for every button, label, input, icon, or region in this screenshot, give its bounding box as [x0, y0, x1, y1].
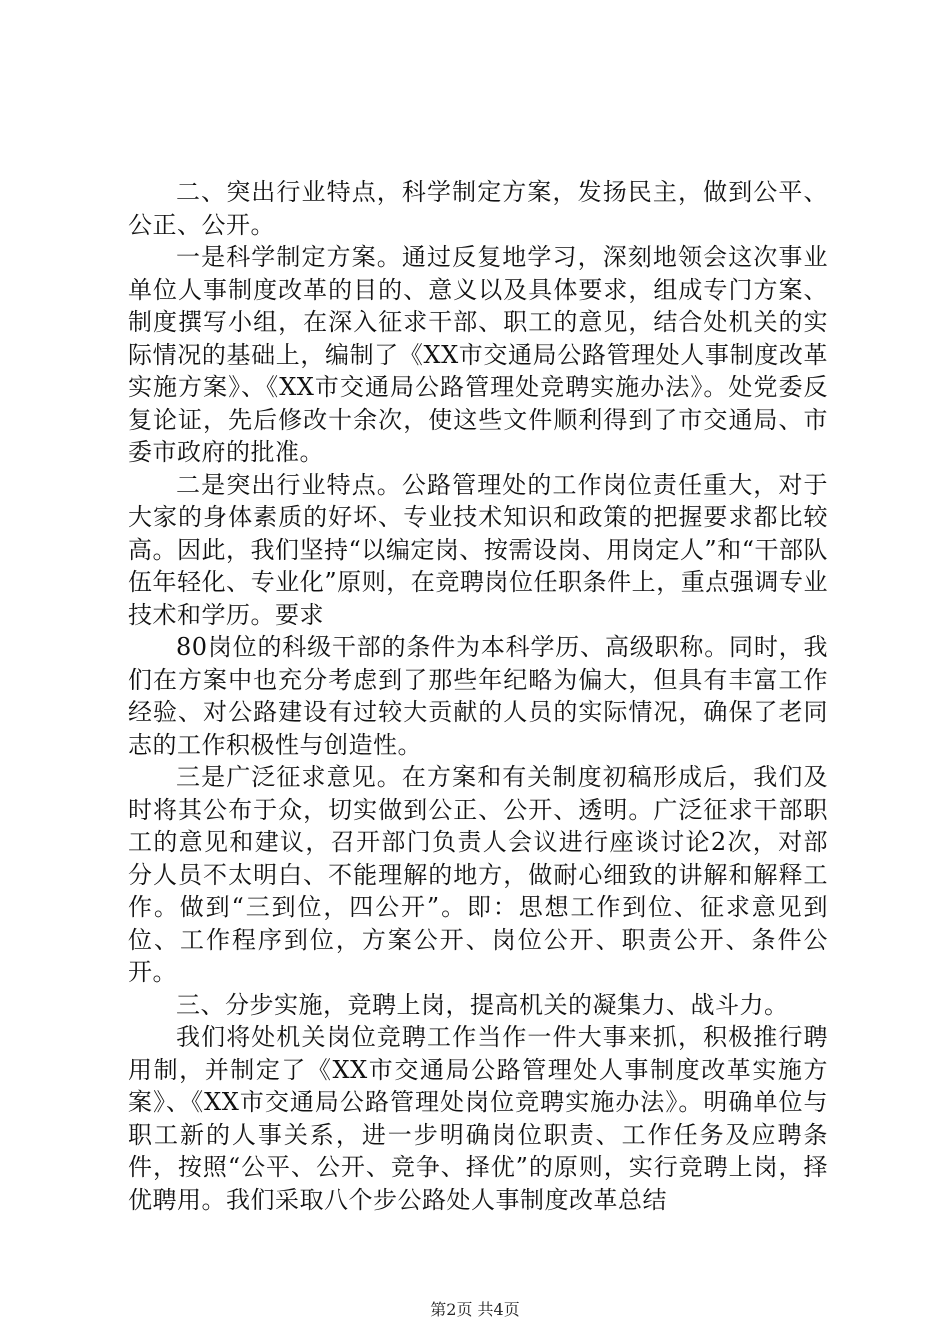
paragraph-section-three-heading: 三、分步实施，竞聘上岗，提高机关的凝集力、战斗力。 — [176, 990, 789, 1019]
paragraph-requirements: 80岗位的科级干部的条件为本科学历、高级职称。同时，我们在方案中也充分考虑到了那些年纪略为偏大，但具有丰富工作经验、对公路建设有过较大贡献的人员的实际情况，确保了老同志的工作积极性与创造性。 — [128, 633, 828, 759]
paragraph-plan-formulation: 一是科学制定方案。通过反复地学习，深刻地领会这次事业单位人事制度改革的目的、意义以及具体要求，组成专门方案、制度撰写小组，在深入征求干部、职工的意见，结合处机关的实际情况的基础上，编制了《XX市交通局公路管理处人事制度改革实施方案》、《XX市交通局公路管理处竞聘实施办法》。处党委反复论证，先后修改十余次，使这些文件顺利得到了市交通局、市委市政府的批准。 — [128, 243, 828, 466]
paragraph-competitive-recruitment: 我们将处机关岗位竞聘工作当作一件大事来抓，积极推行聘用制，并制定了《XX市交通局公路管理处人事制度改革实施方案》、《XX市交通局公路管理处岗位竞聘实施办法》。明确单位与职工新的人事关系，进一步明确岗位职责、工作任务及应聘条件，按照“公平、公开、竞争、择优”的原则，实行竞聘上岗，择优聘用。我们采取八个步公路处人事制度改革总结 — [128, 1023, 828, 1214]
paragraph-section-two-heading: 二、突出行业特点，科学制定方案，发扬民主，做到公平、公正、公开。 — [128, 178, 828, 239]
document-body — [128, 176, 828, 1216]
page-number-footer: 第2页 共4页 — [430, 1300, 520, 1319]
paragraph-industry-features: 二是突出行业特点。公路管理处的工作岗位责任重大，对于大家的身体素质的好坏、专业技术知识和政策的把握要求都比较高。因此，我们坚持“以编定岗、按需设岗、用岗定人”和“干部队伍年轻化、专业化”原则，在竞聘岗位任职条件上，重点强调专业技术和学历。要求 — [128, 470, 828, 629]
paragraph-solicit-opinions: 三是广泛征求意见。在方案和有关制度初稿形成后，我们及时将其公布于众，切实做到公正、公开、透明。广泛征求干部职工的意见和建议，召开部门负责人会议进行座谈讨论2次，对部分人员不太明白、不能理解的地方，做耐心细致的讲解和解释工作。做到“三到位，四公开”。即：思想工作到位、征求意见到位、工作程序到位，方案公开、岗位公开、职责公开、条件公开。 — [128, 763, 828, 986]
